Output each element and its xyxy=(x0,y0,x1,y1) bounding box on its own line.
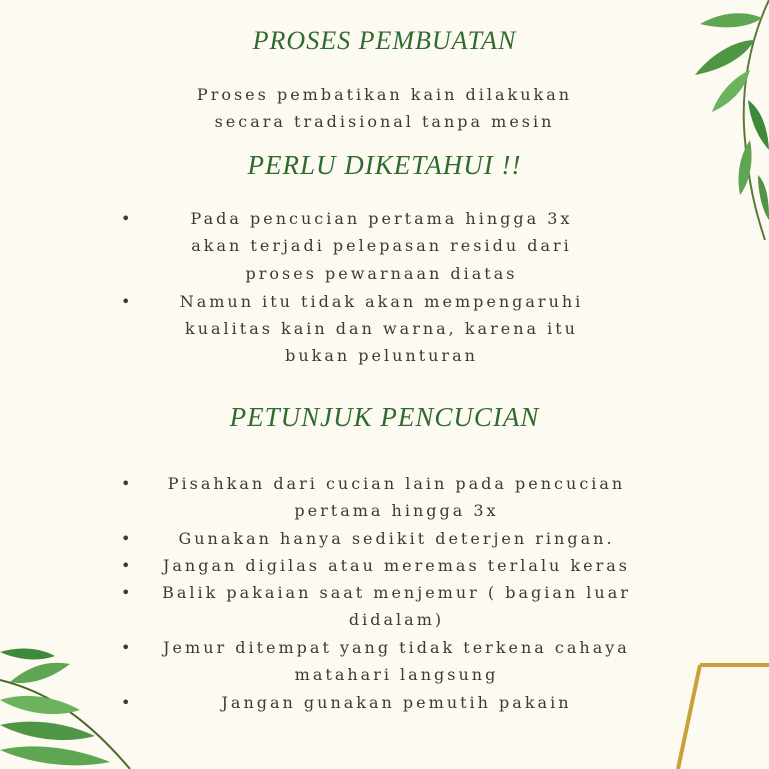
list-item-line: akan terjadi pelepasan residu dari xyxy=(191,236,572,255)
list-item-line: Gunakan hanya sedikit deterjen ringan. xyxy=(178,529,615,548)
section1-text-line-1: Proses pembatikan kain dilakukan xyxy=(196,85,573,104)
section-title-proses-pembuatan: PROSES PEMBUATAN xyxy=(252,26,517,55)
bullet-icon: • xyxy=(121,638,131,657)
list-item-line: matahari langsung xyxy=(294,665,499,684)
list-item-line: kualitas kain dan warna, karena itu xyxy=(185,319,578,338)
list-item-line: Pisahkan dari cucian lain pada pencucian xyxy=(167,474,626,493)
list-item-line: Pada pencucian pertama hingga 3x xyxy=(190,209,573,228)
list-item-line: didalam) xyxy=(348,610,445,629)
section-title-petunjuk-pencucian: PETUNJUK PENCUCIAN xyxy=(229,402,540,432)
list-item-line: bukan pelunturan xyxy=(285,346,478,365)
list-item-line: Balik pakaian saat menjemur ( bagian luar xyxy=(162,583,631,602)
bullet-icon: • xyxy=(121,209,131,228)
bullet-icon: • xyxy=(121,474,131,493)
list-item-line: pertama hingga 3x xyxy=(294,501,499,520)
list-item-line: Jangan gunakan pemutih pakain xyxy=(221,693,572,712)
list-item-line: Jemur ditempat yang tidak terkena cahaya xyxy=(163,638,630,657)
list-item-line: proses pewarnaan diatas xyxy=(245,264,518,283)
list-item-line: Jangan digilas atau meremas terlalu keras xyxy=(162,556,631,575)
list-item-line: Namun itu tidak akan mempengaruhi xyxy=(179,292,584,311)
section1-text-line-2: secara tradisional tanpa mesin xyxy=(214,112,555,131)
bullet-icon: • xyxy=(121,583,131,602)
section-title-perlu-diketahui: PERLU DIKETAHUI !! xyxy=(247,150,522,180)
bullet-icon: • xyxy=(121,529,131,548)
bullet-icon: • xyxy=(121,292,131,311)
bullet-icon: • xyxy=(121,693,131,712)
bullet-icon: • xyxy=(121,556,131,575)
